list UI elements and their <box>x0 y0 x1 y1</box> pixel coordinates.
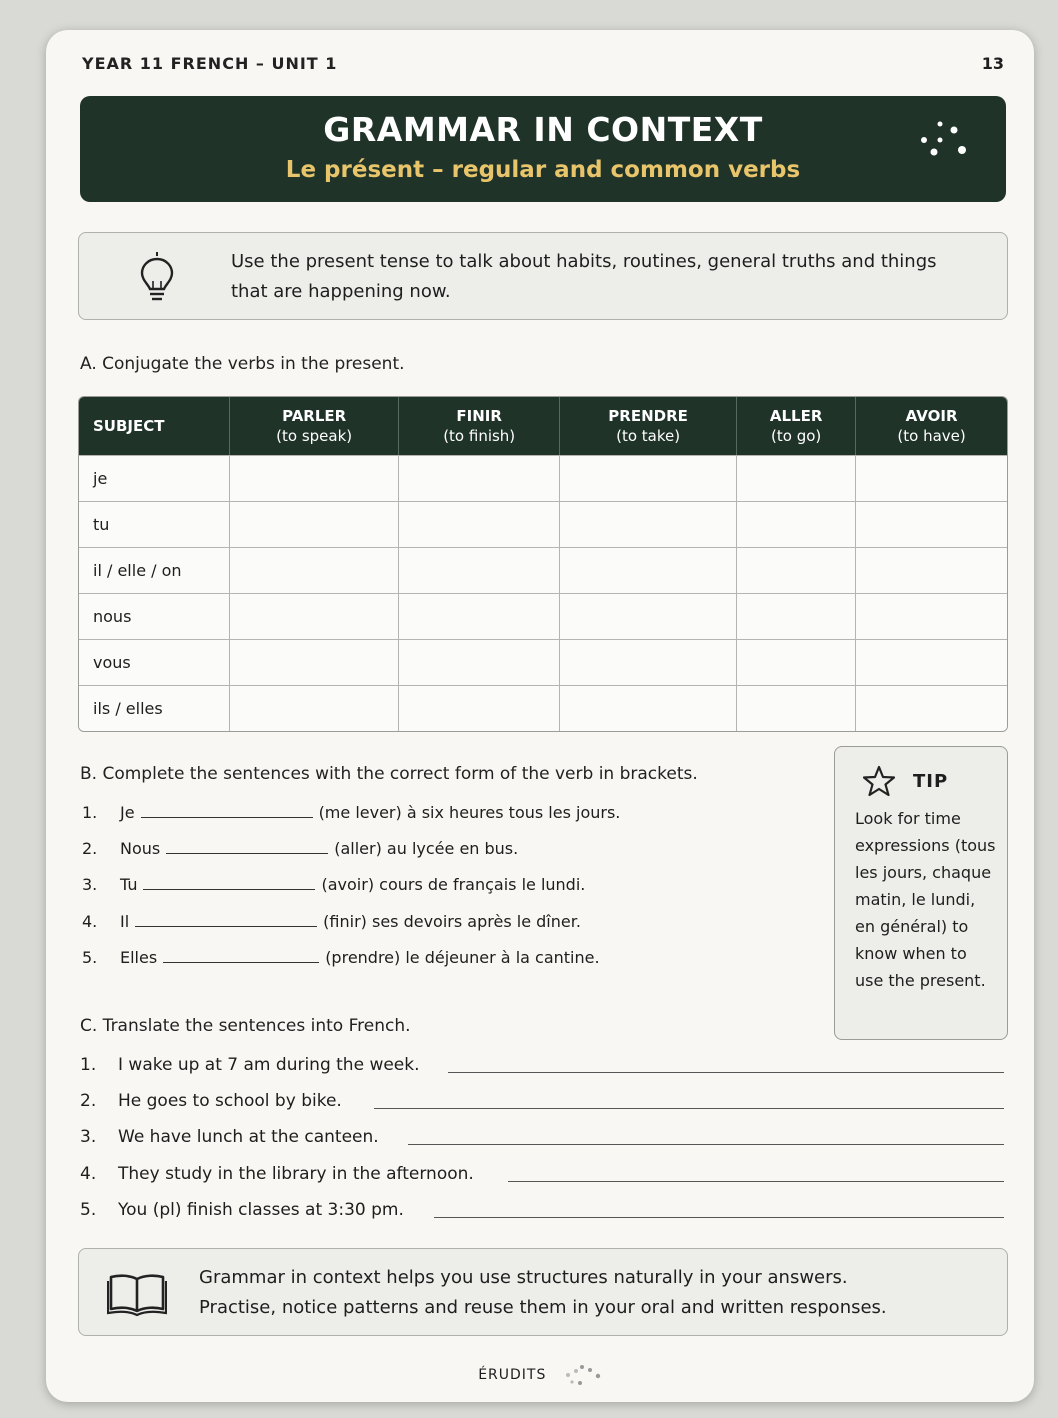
page-number: 13 <box>981 54 1004 73</box>
answer-cell[interactable] <box>399 685 560 731</box>
table-row <box>79 639 1007 685</box>
answer-cell[interactable] <box>737 501 856 547</box>
answer-blank[interactable] <box>163 948 319 963</box>
answer-line[interactable] <box>508 1181 1004 1182</box>
lightbulb-icon <box>137 251 177 305</box>
column-header: PARLER (to speak) <box>230 397 399 455</box>
answer-cell[interactable] <box>560 547 737 593</box>
answer-cell[interactable] <box>737 593 856 639</box>
answer-cell[interactable] <box>230 455 399 501</box>
closing-line-2: Practise, notice patterns and reuse them in your oral and written responses. <box>199 1297 887 1318</box>
answer-cell[interactable] <box>399 501 560 547</box>
answer-cell[interactable] <box>856 593 1007 639</box>
tip-label: TIP <box>913 771 949 792</box>
answer-cell[interactable] <box>399 639 560 685</box>
answer-cell[interactable] <box>399 547 560 593</box>
subject-cell: vous <box>79 639 230 685</box>
answer-cell[interactable] <box>856 501 1007 547</box>
answer-cell[interactable] <box>560 455 737 501</box>
list-item: 5. Elles (prendre) le déjeuner à la cantine. <box>82 948 600 967</box>
list-item: 3. We have lunch at the canteen. <box>80 1127 379 1147</box>
worksheet-page <box>46 30 1034 1402</box>
answer-blank[interactable] <box>135 912 317 927</box>
answer-cell[interactable] <box>560 593 737 639</box>
answer-line[interactable] <box>374 1108 1004 1109</box>
closing-text <box>199 1263 989 1323</box>
list-item: 2. Nous (aller) au lycée en bus. <box>82 839 519 858</box>
answer-cell[interactable] <box>399 593 560 639</box>
banner-title: GRAMMAR IN CONTEXT <box>323 110 763 149</box>
column-header: AVOIR (to have) <box>856 397 1007 455</box>
answer-cell[interactable] <box>856 455 1007 501</box>
closing-note <box>78 1248 1008 1336</box>
answer-cell[interactable] <box>856 547 1007 593</box>
column-header: PRENDRE (to take) <box>560 397 737 455</box>
answer-line[interactable] <box>448 1072 1004 1073</box>
list-item: 5. You (pl) finish classes at 3:30 pm. <box>80 1200 404 1220</box>
section-b-heading: B. Complete the sentences with the correct form of the verb in brackets. <box>80 764 698 784</box>
subject-cell: tu <box>79 501 230 547</box>
list-item: 1. Je (me lever) à six heures tous les jours. <box>82 803 621 822</box>
column-header: SUBJECT <box>79 397 230 455</box>
conjugation-table <box>78 396 1008 732</box>
answer-cell[interactable] <box>737 685 856 731</box>
answer-cell[interactable] <box>230 639 399 685</box>
answer-cell[interactable] <box>737 547 856 593</box>
table-row <box>79 547 1007 593</box>
subject-cell: je <box>79 455 230 501</box>
table-row <box>79 501 1007 547</box>
answer-cell[interactable] <box>856 639 1007 685</box>
answer-cell[interactable] <box>230 547 399 593</box>
answer-cell[interactable] <box>737 455 856 501</box>
answer-line[interactable] <box>434 1217 1004 1218</box>
star-icon <box>863 765 895 797</box>
tip-box <box>834 746 1008 1040</box>
intro-text: Use the present tense to talk about habits, routines, general truths and things that are happening now. <box>231 251 937 302</box>
list-item: 4. They study in the library in the afternoon. <box>80 1164 474 1184</box>
answer-cell[interactable] <box>737 639 856 685</box>
closing-line-1: Grammar in context helps you use structures naturally in your answers. <box>199 1267 848 1288</box>
column-header: FINIR (to finish) <box>399 397 560 455</box>
answer-cell[interactable] <box>399 455 560 501</box>
intro-note <box>78 232 1008 320</box>
footer-brand: ÉRUDITS <box>478 1367 547 1383</box>
table-header-row <box>79 397 1007 455</box>
column-header: ALLER (to go) <box>737 397 856 455</box>
subject-cell: ils / elles <box>79 685 230 731</box>
dots-icon <box>918 118 970 158</box>
answer-cell[interactable] <box>230 685 399 731</box>
tip-text: Look for time expressions (tous les jours, chaque matin, le lundi, en général) to know when to use the present. <box>855 809 996 990</box>
title-banner <box>80 96 1006 202</box>
list-item: 3. Tu (avoir) cours de français le lundi. <box>82 875 586 894</box>
footer <box>46 1364 1034 1386</box>
answer-cell[interactable] <box>856 685 1007 731</box>
subject-cell: il / elle / on <box>79 547 230 593</box>
running-title: YEAR 11 FRENCH – UNIT 1 <box>82 54 338 73</box>
banner-subtitle: Le présent – regular and common verbs <box>285 157 801 183</box>
answer-blank[interactable] <box>166 839 328 854</box>
section-a-heading: A. Conjugate the verbs in the present. <box>80 354 405 374</box>
list-item: 1. I wake up at 7 am during the week. <box>80 1055 420 1075</box>
section-c-heading: C. Translate the sentences into French. <box>80 1016 411 1036</box>
answer-blank[interactable] <box>141 803 313 818</box>
subject-cell: nous <box>79 593 230 639</box>
table-row <box>79 685 1007 731</box>
answer-blank[interactable] <box>143 875 315 890</box>
table-row <box>79 455 1007 501</box>
list-item: 4. Il (finir) ses devoirs après le dîner. <box>82 912 581 931</box>
answer-cell[interactable] <box>230 501 399 547</box>
answer-cell[interactable] <box>560 685 737 731</box>
answer-cell[interactable] <box>230 593 399 639</box>
answer-cell[interactable] <box>560 501 737 547</box>
answer-cell[interactable] <box>560 639 737 685</box>
dots-icon <box>562 1364 602 1386</box>
answer-line[interactable] <box>408 1144 1004 1145</box>
list-item: 2. He goes to school by bike. <box>80 1091 342 1111</box>
book-icon <box>107 1271 167 1317</box>
table-row <box>79 593 1007 639</box>
